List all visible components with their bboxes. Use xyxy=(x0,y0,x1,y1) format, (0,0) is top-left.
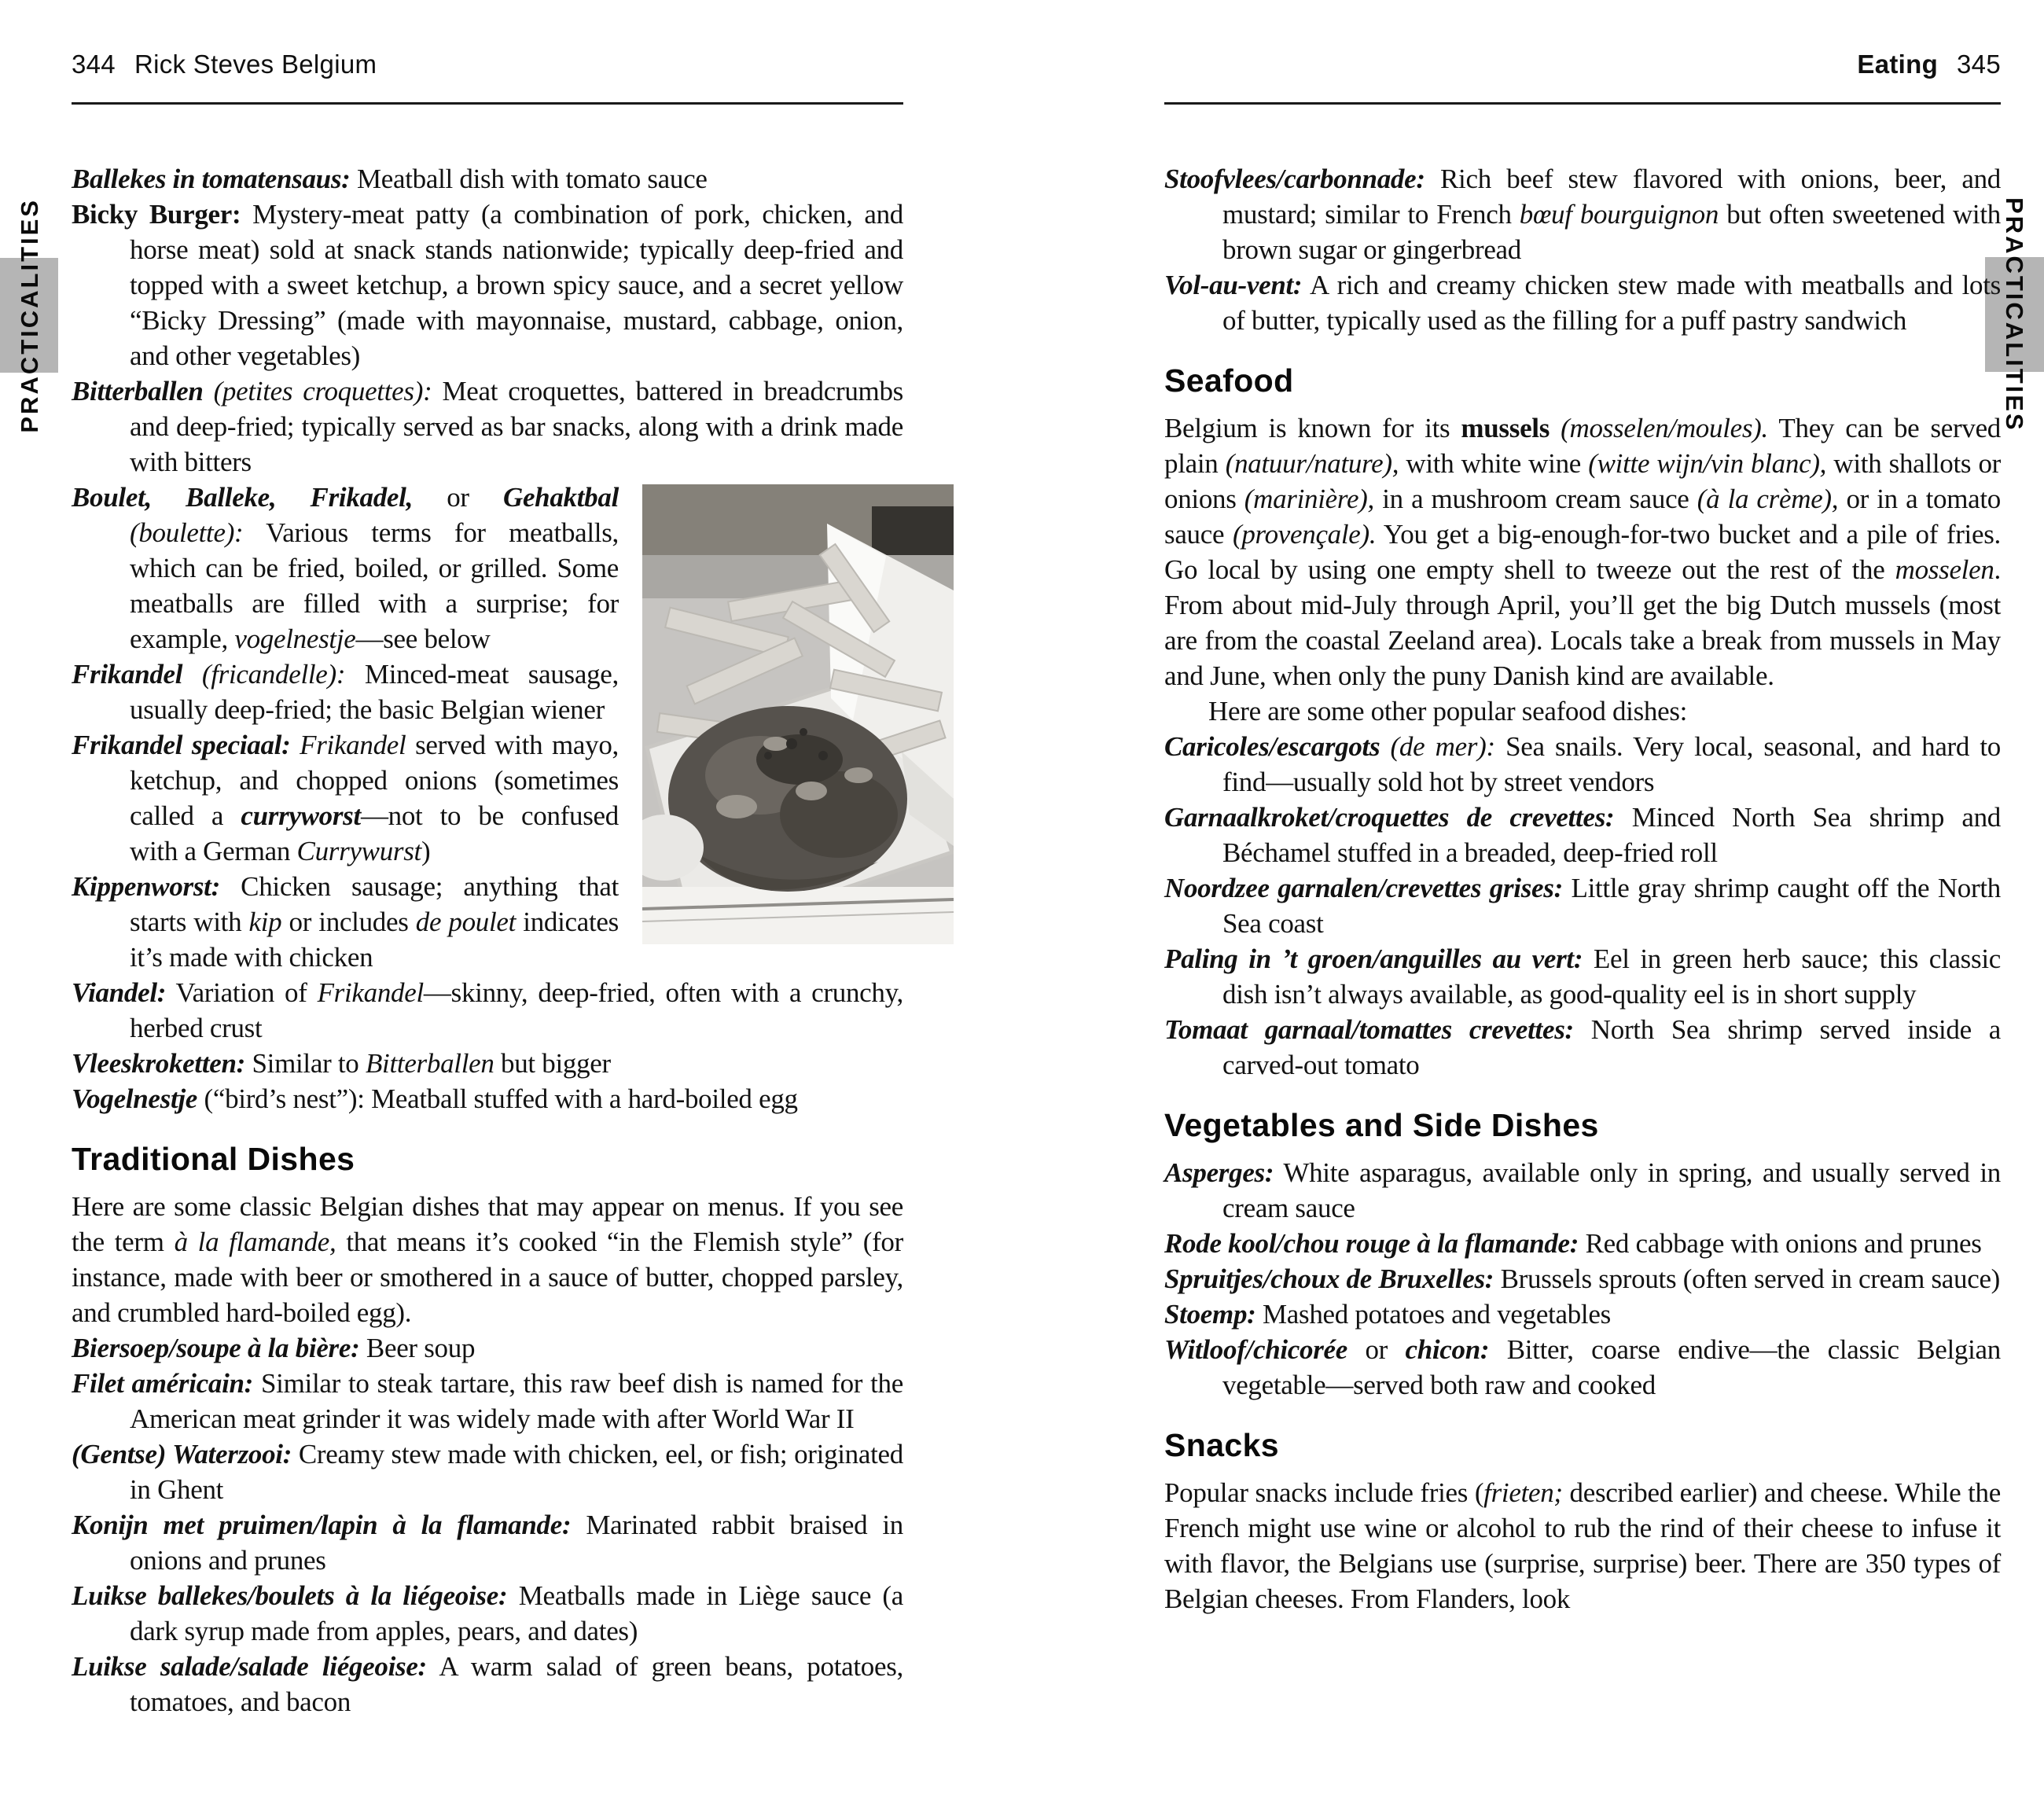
text-segment: Frikandel speciaal: xyxy=(72,730,291,760)
text-segment: Bicky Burger: xyxy=(72,199,241,230)
text-segment: Biersoep/soupe à la bière: xyxy=(72,1333,360,1363)
dish-entry xyxy=(72,1366,903,1436)
text-segment: Vogelnestje xyxy=(72,1083,198,1114)
text-segment: bœuf bourguignon xyxy=(1519,199,1719,230)
section-heading: Snacks xyxy=(1164,1427,1280,1463)
text-segment: Little gray shrimp caught off the North Sea coast xyxy=(1222,873,2001,939)
text-segment: frieten; xyxy=(1483,1477,1563,1508)
text-segment: Popular snacks include fries ( xyxy=(1164,1477,1484,1508)
text-segment: Minced North Sea shrimp and Béchamel stuffed in a breaded, deep-fried roll xyxy=(1222,802,2001,868)
text-segment: Belgium is known for its xyxy=(1164,413,1461,443)
text-segment: Meatballs made in Liège sauce (a dark syrup made from apples, pears, and dates) xyxy=(130,1580,904,1646)
text-segment: or xyxy=(413,482,503,513)
body-paragraph xyxy=(1164,693,2001,729)
text-segment: Here are some classic Belgian dishes that may appear on menus. If you see the term xyxy=(72,1191,903,1257)
text-segment: Tomaat garnaal/tomattes crevettes: xyxy=(1164,1014,1574,1045)
text-segment: Luikse salade/salade liégeoise: xyxy=(72,1651,427,1682)
dish-entry xyxy=(1164,870,2001,941)
dish-entry xyxy=(1164,1012,2001,1083)
text-segment: Boulet, Balleke, Frikadel, xyxy=(72,482,414,513)
text-segment: A rich and creamy chicken stew made with meatballs and lots of butter, typically used as the filling for a puff pastry sandwich xyxy=(1222,270,2001,336)
dish-entry xyxy=(72,1081,903,1116)
text-segment: ) xyxy=(421,836,431,866)
fries-meatball-photo xyxy=(642,484,954,944)
text-segment: Luikse ballekes/boulets à la liégeoise: xyxy=(72,1580,508,1611)
practicalities-tab-left xyxy=(0,197,58,433)
text-segment: Meatball dish with tomato sauce xyxy=(350,164,708,194)
text-segment: Rich beef stew flavored with onions, beer, and mustard; similar to French xyxy=(1222,164,2001,230)
text-segment: chicon: xyxy=(1405,1334,1490,1365)
dish-entry xyxy=(72,1330,903,1366)
text-segment: Eel in green herb sauce; this classic dish isn’t always available, as good-quality eel is in short supply xyxy=(1222,943,2001,1010)
dish-entry xyxy=(72,1578,903,1649)
text-segment: (boulette): xyxy=(130,517,244,548)
text-segment: Spruitjes/choux de Bruxelles: xyxy=(1164,1263,1494,1294)
text-segment: —not to be confused with a German xyxy=(130,800,619,866)
text-segment: described earlier) and cheese. While the French might use wine or alcohol to rub the rind of their cheese to infuse it with flavor, the Belgians use (surprise, surprise) beer. There are 350 types of Belgian cheeses. From Flanders, look xyxy=(1164,1477,2001,1614)
text-segment: Marinated rabbit braised in onions and prunes xyxy=(130,1510,903,1576)
page-number-right: 345 xyxy=(1957,50,2001,79)
chapter-title: Eating xyxy=(1857,50,1939,79)
text-segment: . From about mid-July through April, you’ll get the big Dutch mussels (most are from the coastal Zeeland area). Locals take a break from mussels in May and June, when only the puny Danish kind are available. xyxy=(1164,554,2001,691)
dish-entry xyxy=(72,161,903,197)
text-segment: Similar to xyxy=(245,1048,366,1079)
text-segment: Similar to steak tartare, this raw beef dish is named for the American meat grinder it was widely made with after World War II xyxy=(130,1368,903,1434)
body-paragraph xyxy=(1164,410,2001,693)
text-segment: de poulet xyxy=(415,907,517,937)
text-segment: Meat croquettes, battered in breadcrumbs and deep-fried; typically served as bar snacks, along with a drink made with bitters xyxy=(130,376,903,477)
practicalities-tab-label-right: PRACTICALITIES xyxy=(2001,197,2028,432)
page-left xyxy=(72,49,903,1720)
dish-entry xyxy=(72,373,903,480)
text-segment: Bitterballen xyxy=(72,376,204,406)
text-segment: (Gentse) Waterzooi: xyxy=(72,1439,292,1469)
text-segment: Kippenworst: xyxy=(72,871,220,902)
dish-entry xyxy=(1164,800,2001,870)
dish-entry xyxy=(1164,267,2001,338)
text-segment: Konijn met pruimen/lapin à la flamande: xyxy=(72,1510,572,1540)
text-segment: Rode kool/chou rouge à la flamande: xyxy=(1164,1228,1579,1259)
text-segment: Bitterballen xyxy=(365,1048,494,1079)
text-segment: with white wine xyxy=(1399,448,1589,479)
text-segment: Filet américain: xyxy=(72,1368,254,1399)
text-segment: Ballekes in tomatensaus: xyxy=(72,164,351,194)
text-segment: or xyxy=(1347,1334,1406,1365)
text-segment: Paling in ’t groen/anguilles au vert: xyxy=(1164,943,1583,974)
page-body-right xyxy=(1164,161,2001,1617)
text-segment: Chicken sausage; anything that starts with xyxy=(130,871,619,937)
text-segment: (fricandelle): xyxy=(182,659,346,690)
text-segment: Variation of xyxy=(166,977,318,1008)
text-segment: White asparagus, available only in spring, and usually served in cream sauce xyxy=(1222,1157,2001,1223)
text-segment: Stoemp: xyxy=(1164,1299,1256,1330)
page-header-left xyxy=(72,49,903,105)
text-segment: Currywurst xyxy=(296,836,421,866)
dish-entry xyxy=(72,1507,903,1578)
page-right xyxy=(1164,49,2001,1617)
dish-entry xyxy=(1164,941,2001,1012)
text-segment: (de mer): xyxy=(1380,731,1495,762)
text-segment: They can be served plain xyxy=(1164,413,2002,479)
text-segment: (witte wijn/vin blanc), xyxy=(1588,448,1827,479)
text-segment: (natuur/nature), xyxy=(1225,448,1399,479)
text-segment: Creamy stew made with chicken, eel, or fish; originated in Ghent xyxy=(130,1439,903,1505)
dish-entry xyxy=(72,975,903,1046)
dish-entry xyxy=(72,1649,903,1720)
dish-entry xyxy=(1164,1297,2001,1332)
text-segment: vogelnestje xyxy=(234,623,356,654)
dish-entry xyxy=(1164,1155,2001,1226)
text-segment: (à la crème), xyxy=(1697,484,1839,514)
text-segment: Viandel: xyxy=(72,977,167,1008)
text-segment: Witloof/chicorée xyxy=(1164,1334,1348,1365)
text-segment: or includes xyxy=(281,907,416,937)
text-segment: (petites croquettes): xyxy=(203,376,432,406)
dish-entry xyxy=(1164,1332,2001,1403)
text-segment: Various terms for meatballs, which can be fried, boiled, or grilled. Some meatballs are filled with a surprise; for example, xyxy=(130,517,619,654)
text-segment: Asperges: xyxy=(1164,1157,1274,1188)
text-segment: You get a big-enough-for-two bucket and a pile of fries. Go local by using one empty shell to tweeze out the rest of the xyxy=(1164,519,2001,585)
text-segment: Frikandel xyxy=(317,977,424,1008)
text-segment: Frikandel xyxy=(290,730,406,760)
text-segment: Caricoles/escargots xyxy=(1164,731,1380,762)
text-segment: Gehaktbal xyxy=(502,482,619,513)
dish-entry xyxy=(1164,1226,2001,1261)
body-paragraph xyxy=(1164,1475,2001,1617)
text-segment: Minced-meat sausage, usually deep-fried; the basic Belgian wiener xyxy=(130,659,619,725)
text-segment: (provençale). xyxy=(1233,519,1377,550)
text-segment: Beer soup xyxy=(359,1333,476,1363)
text-segment: North Sea shrimp served inside a carved-out tomato xyxy=(1222,1014,2001,1080)
text-segment: Vleeskroketten: xyxy=(72,1048,246,1079)
text-segment: but often sweetened with brown sugar or gingerbread xyxy=(1222,199,2001,265)
text-segment: in a mushroom cream sauce xyxy=(1373,484,1697,514)
text-segment: Mystery-meat patty (a combination of pork, chicken, and horse meat) sold at snack stands nationwide; typically deep-fried and topped with a sweet ketchup, a brown spicy sauce, and a secret yellow “Bicky Dressing” (made with mayonnaise, mustard, cabbage, onion, and other vegetables) xyxy=(130,199,903,371)
food-photo xyxy=(642,484,954,944)
text-segment: mosselen xyxy=(1895,554,1994,585)
text-segment: kip xyxy=(248,907,282,937)
page-body-left xyxy=(72,161,903,1720)
text-segment: mussels xyxy=(1461,413,1550,443)
text-segment: à la flamande, xyxy=(174,1227,336,1257)
dish-entry xyxy=(72,1046,903,1081)
text-segment: Bitter, coarse endive—the classic Belgian vegetable—served both raw and cooked xyxy=(1222,1334,2001,1400)
text-segment: Garnaalkroket/croquettes de crevettes: xyxy=(1164,802,1615,833)
text-segment: (“bird’s nest”): Meatball stuffed with a hard-boiled egg xyxy=(197,1083,798,1114)
dish-entry xyxy=(1164,161,2001,267)
page-header-right xyxy=(1164,49,2001,105)
text-segment xyxy=(1550,413,1561,443)
text-segment: —see below xyxy=(355,623,491,654)
text-segment: Mashed potatoes and vegetables xyxy=(1255,1299,1611,1330)
text-segment: Here are some other popular seafood dishes: xyxy=(1208,696,1688,726)
dish-entry xyxy=(72,1436,903,1507)
text-segment: but bigger xyxy=(494,1048,611,1079)
text-segment: —skinny, deep-fried, often with a crunchy, herbed crust xyxy=(130,977,903,1043)
dish-entry xyxy=(1164,1261,2001,1297)
section-heading: Seafood xyxy=(1164,362,1294,399)
text-segment: or in a tomato sauce xyxy=(1164,484,2001,550)
body-paragraph xyxy=(72,1189,903,1330)
text-segment: Brussels sprouts (often served in cream sauce) xyxy=(1494,1263,2001,1294)
text-segment: Sea snails. Very local, seasonal, and hard to find—usually sold hot by street vendors xyxy=(1222,731,2001,797)
text-segment: A warm salad of green beans, potatoes, tomatoes, and bacon xyxy=(130,1651,903,1717)
text-segment: that means it’s cooked “in the Flemish style” (for instance, made with beer or smothered in a sauce of butter, chopped parsley, and crumbled hard-boiled egg). xyxy=(72,1227,903,1328)
practicalities-tab-label-left: PRACTICALITIES xyxy=(15,197,43,433)
text-segment: served with mayo, ketchup, and chopped onions (sometimes called a xyxy=(130,730,619,831)
dish-entry xyxy=(1164,729,2001,800)
book-title: Rick Steves Belgium xyxy=(134,50,377,79)
section-heading: Vegetables and Side Dishes xyxy=(1164,1107,1599,1143)
text-segment: Frikandel xyxy=(72,659,183,690)
text-segment: Red cabbage with onions and prunes xyxy=(1579,1228,1982,1259)
text-segment: Noordzee garnalen/crevettes grises: xyxy=(1164,873,1563,903)
text-segment: with shallots or onions xyxy=(1164,448,2002,514)
text-segment: Stoofvlees/carbonnade: xyxy=(1164,164,1425,194)
text-segment: indicates it’s made with chicken xyxy=(130,907,619,973)
text-segment: (mosselen/moules). xyxy=(1561,413,1768,443)
text-segment: (marinière), xyxy=(1244,484,1374,514)
text-segment: Vol-au-vent: xyxy=(1164,270,1303,300)
page-number-left: 344 xyxy=(72,50,116,79)
dish-entry xyxy=(72,197,903,373)
section-heading: Traditional Dishes xyxy=(72,1141,355,1177)
text-segment: curryworst xyxy=(241,800,361,831)
